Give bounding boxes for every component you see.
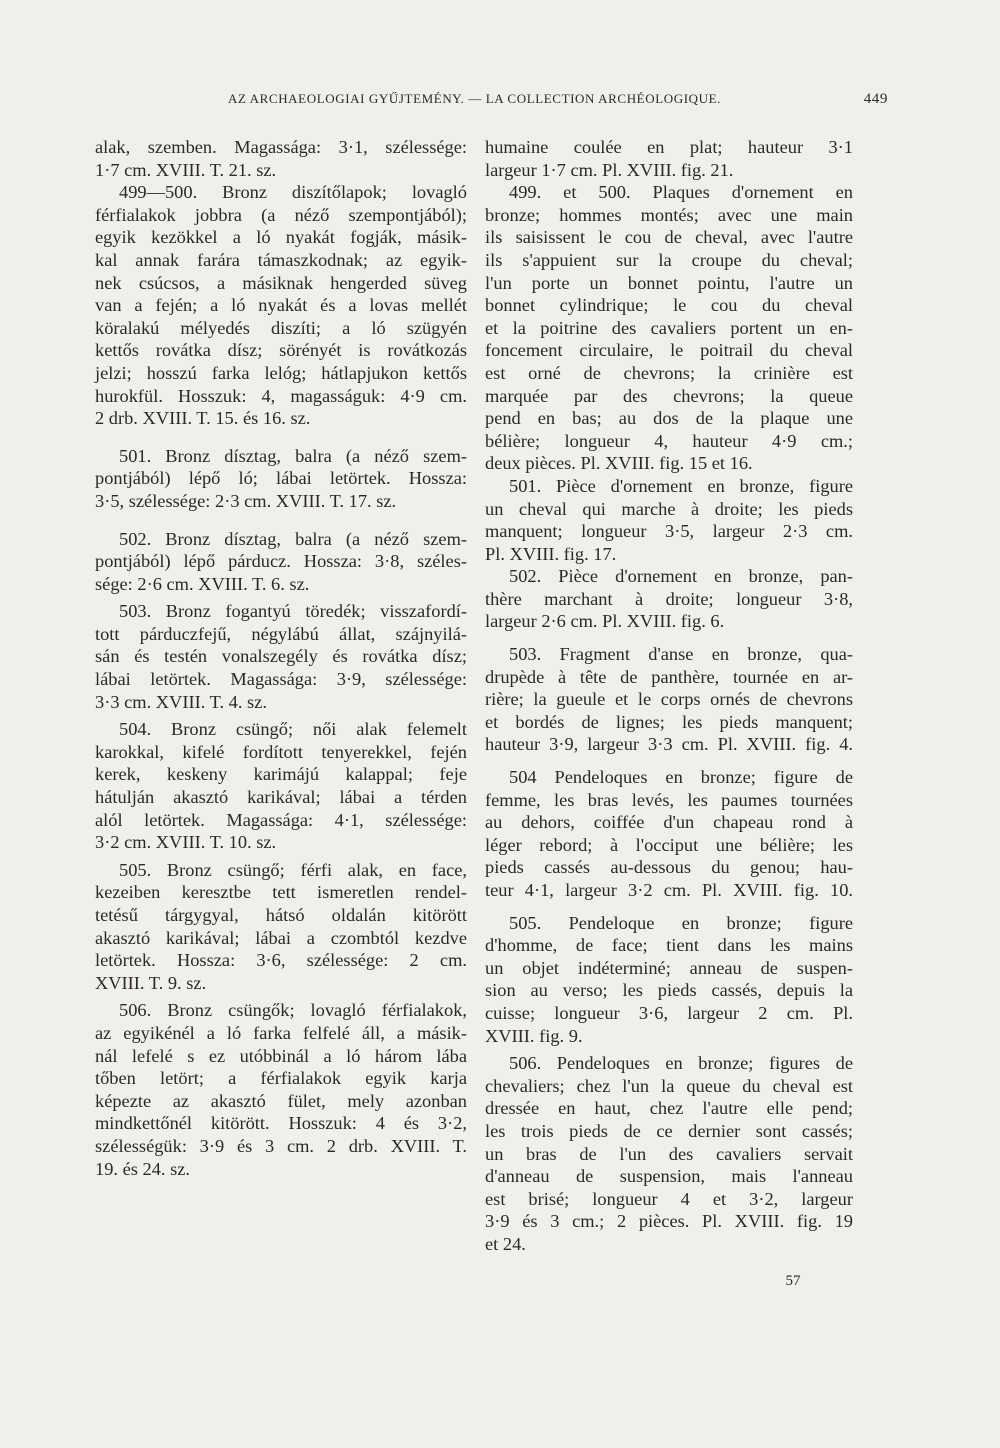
text-line: d'anneau de suspension, mais l'anneau [485,1166,853,1187]
text-line: pontjából) lépő ló; lábai letörtek. Hossza: [95,468,467,489]
text-line: l'un porte un bonnet pointu, l'autre un [485,272,853,293]
text-line: un objet indéterminé; anneau de suspen- [485,957,853,978]
text-line: femme, les bras levés, les paumes tournées [485,789,853,810]
text-line: 3·3 cm. XVIII. T. 4. sz. [95,691,267,712]
text-line: XVIII. fig. 9. [485,1025,583,1046]
text-line: est brisé; longueur 4 et 3·2, largeur [485,1188,853,1209]
text-line: kettős rovátka dísz; sörényét is rovátkozás [95,340,467,361]
text-line: van a fején; a ló nyakát és a lovas mellét [95,295,467,316]
text-line: hurokfül. Hosszuk: 4, magasságuk: 4·9 cm. [95,385,467,406]
text-line: 19. és 24. sz. [95,1158,191,1179]
text-line: 2 drb. XVIII. T. 15. és 16. sz. [95,408,311,429]
text-line: largeur 2·6 cm. Pl. XVIII. fig. 6. [485,611,725,632]
text-line: tott párduczfejű, négylábú állat, szájnyilá- [95,623,467,644]
text-line: ils saisissent le cou de cheval, avec l'autre [485,227,853,248]
text-line: egyik kezökkel a ló nyakát fogják, másik- [95,227,467,248]
text-line: 3·5, szélessége: 2·3 cm. XVIII. T. 17. sz. [95,490,397,511]
text-line: léger rebord; à l'occiput une bélière; les [485,834,853,855]
text-line: sége: 2·6 cm. XVIII. T. 6. sz. [95,573,310,594]
text-line: largeur 1·7 cm. Pl. XVIII. fig. 21. [485,159,734,180]
text-line: d'homme, de face; tient dans les mains [485,935,853,956]
text-line: 503. Bronz fogantyú töredék; visszafordí- [119,601,467,622]
french-column [485,136,853,1256]
text-line: 506. Bronz csüngők; lovagló férfialakok, [119,1000,467,1021]
text-line: manquent; longueur 3·5, largeur 2·3 cm. [485,521,853,542]
text-line: un bras de l'un des cavaliers servait [485,1143,853,1164]
text-line: 3·2 cm. XVIII. T. 10. sz. [95,832,277,853]
text-line: hátulján akasztó karikával; lábai a térden [95,787,467,808]
text-line: les trois pieds de ce dernier sont cassés; [485,1120,853,1141]
text-line: 499—500. Bronz diszítőlapok; lovagló [119,182,467,203]
text-line: letörtek. Hossza: 3·6, szélessége: 2 cm. [95,950,467,971]
running-header [228,91,888,111]
text-line: sán és testén vonalszegély és rovátka dísz; [95,646,467,667]
text-line: thère marchant à droite; longueur 3·8, [485,588,853,609]
text-line: akasztó karikával; lábai a czombtól kezdve [95,927,467,948]
text-line: un cheval qui marche à droite; les pieds [485,498,853,519]
text-line: bélière; longueur 4, hauteur 4·9 cm.; [485,430,853,451]
text-line: 499. et 500. Plaques d'ornement en [509,182,853,203]
text-line: szélességük: 3·9 és 3 cm. 2 drb. XVIII. T. [95,1135,467,1156]
text-line: 502. Pièce d'ornement en bronze, pan- [509,566,853,587]
running-title: AZ ARCHAEOLOGIAI GYŰJTEMÉNY. — LA COLLECTION ARCHÉOLOGIQUE. [228,91,722,106]
text-line: képezte az akasztó fület, mely azonban [95,1090,467,1111]
text-line: az egyikénél a ló farka felfelé áll, a másik- [95,1022,467,1043]
text-line: et bordés de lignes; les pieds manquent; [485,711,853,732]
text-line: kal annak farára támaszkodnak; az egyik- [95,249,467,270]
text-line: alak, szemben. Magassága: 3·1, szélessége: [95,137,467,157]
text-line: cuisse; longueur 3·6, largeur 2 cm. Pl. [485,1002,853,1023]
text-line: sion au verso; les pieds cassés, depuis la [485,980,853,1001]
text-line: alól letörtek. Magassága: 4·1, szélessége: [95,809,467,830]
text-line: rière; la gueule et le corps ornés de chevrons [485,689,853,710]
text-line: 501. Bronz dísztag, balra (a néző szem- [119,445,467,466]
text-line: dressée en haut, chez l'autre elle pend; [485,1098,853,1119]
text-line: bronze; hommes montés; avec une main [485,204,853,225]
text-line: kerek, keskeny karimájú kalappal; feje [95,764,467,785]
text-line: ils s'appuient sur la croupe du cheval; [485,249,853,270]
text-line: est orné de chevrons; la crinière est [485,362,853,383]
text-line: hauteur 3·9, largeur 3·3 cm. Pl. XVIII. fig. 4. [485,734,853,755]
text-line: 506. Pendeloques en bronze; figures de [509,1053,853,1074]
text-line: 501. Pièce d'ornement en bronze, figure [509,475,853,496]
text-line: nál lefelé s ez utóbbinál a ló három lába [95,1045,467,1066]
text-line: et la poitrine des cavaliers portent un en- [485,317,853,338]
text-line: köralakú mélyedés diszíti; a ló szügyén [95,317,467,338]
text-line: deux pièces. Pl. XVIII. fig. 15 et 16. [485,453,753,474]
text-line: nek csúcsos, a másiknak hengerded süveg [95,272,467,293]
text-line: humaine coulée en plat; hauteur 3·1 [485,137,853,157]
text-line: jelzi; hosszú farka lelóg; hátlapjukon kettős [95,362,467,383]
text-line: kezeiben keresztbe tett ismeretlen rendel- [95,882,467,903]
text-line: Pl. XVIII. fig. 17. [485,543,617,564]
text-line: 1·7 cm. XVIII. T. 21. sz. [95,159,277,180]
text-line: bonnet cylindrique; le cou du cheval [485,295,853,316]
text-line: tetésű tárgygyal, hátsó oldalán kitörött [95,905,467,925]
text-line: mindkettőnél kitörött. Hosszuk: 4 és 3·2, [95,1113,467,1134]
text-line: teur 4·1, largeur 3·2 cm. Pl. XVIII. fig. 10. [485,880,853,900]
text-line: pieds cassés au-dessous du genou; hau- [485,857,853,878]
text-line: au dehors, coiffée d'un chapeau rond à [485,812,853,833]
text-line: 504 Pendeloques en bronze; figure de [509,767,853,788]
text-line: 504. Bronz csüngő; női alak felemelt [119,719,467,740]
text-line: tőben letört; a férfialakok egyik karja [95,1068,467,1089]
text-line: 503. Fragment d'anse en bronze, qua- [509,644,853,665]
text-line: 3·9 és 3 cm.; 2 pièces. Pl. XVIII. fig. 19 [485,1211,853,1232]
text-line: chevaliers; chez l'un la queue du cheval est [485,1075,853,1096]
text-line: karokkal, kifelé fordított tenyerekkel, fején [95,741,467,762]
text-line: 505. Bronz csüngő; férfi alak, en face, [119,859,467,880]
text-line: lábai letörtek. Magassága: 3·9, szélessége: [95,669,467,690]
hungarian-column [95,136,467,1180]
signature-mark: 57 [785,1273,801,1289]
text-line: drupède à tête de panthère, tournée en ar- [485,666,853,687]
text-line: marquée par des chevrons; la queue [485,385,853,406]
text-line: foncement circulaire, le poitrail du cheval [485,340,853,361]
text-line: pend en bas; au dos de la plaque une [485,408,853,429]
text-line: 505. Pendeloque en bronze; figure [509,912,853,933]
page-number: 449 [863,91,888,107]
text-line: pontjából) lépő párducz. Hossza: 3·8, széles- [95,551,467,572]
text-line: férfialakok jobbra (a néző szempontjából); [95,204,467,225]
text-line: 502. Bronz dísztag, balra (a néző szem- [119,528,467,549]
text-line: et 24. [485,1233,526,1254]
text-line: XVIII. T. 9. sz. [95,972,207,993]
